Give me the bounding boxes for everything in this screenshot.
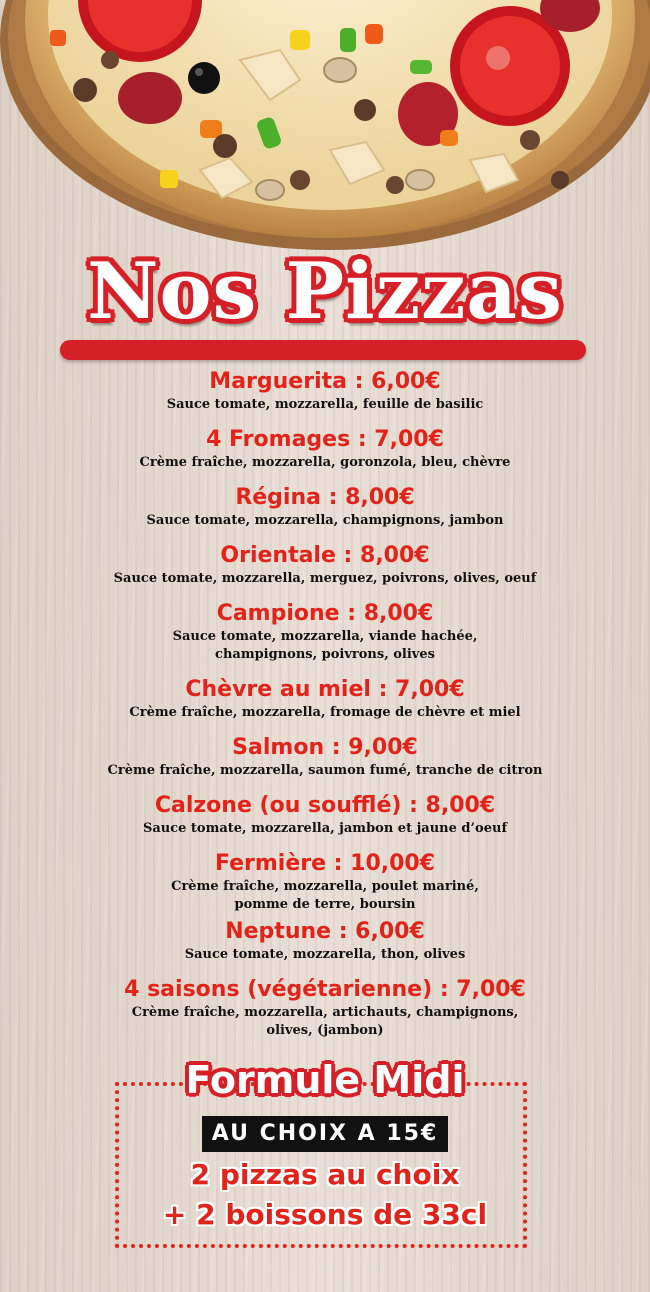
menu-item-description: Sauce tomate, mozzarella, merguez, poivrons, olives, oeuf <box>113 571 537 586</box>
menu-item <box>0 542 650 588</box>
menu-item <box>0 792 650 838</box>
formule-line-drinks: + 2 boissons de 33cl <box>162 1198 488 1231</box>
menu-item <box>0 368 650 414</box>
menu-item-name: Chèvre au miel : 7,00€ <box>185 677 465 702</box>
menu-item-description: Crème fraîche, mozzarella, poulet mariné, pomme de terre, boursin <box>171 879 479 912</box>
menu-item <box>0 918 650 964</box>
menu-item-description: Sauce tomate, mozzarella, feuille de basilic <box>166 397 484 412</box>
menu-item <box>0 850 650 914</box>
menu-item-description: Sauce tomate, mozzarella, jambon et jaune d’oeuf <box>142 821 508 836</box>
menu-item-description: Sauce tomate, mozzarella, viande hachée, champignons, poivrons, olives <box>172 629 478 662</box>
pizza-menu-list <box>0 368 650 1040</box>
formule-title: Formule Midi <box>185 1058 465 1102</box>
pizza-photo <box>0 0 650 250</box>
menu-item-name: Neptune : 6,00€ <box>225 919 425 944</box>
formule-line-pizzas: 2 pizzas au choix <box>190 1158 460 1191</box>
menu-item-description: Crème fraîche, mozzarella, saumon fumé, tranche de citron <box>107 763 543 778</box>
menu-item <box>0 676 650 722</box>
menu-item <box>0 426 650 472</box>
menu-item-description: Sauce tomate, mozzarella, thon, olives <box>184 947 466 962</box>
menu-item-name: 4 saisons (végétarienne) : 7,00€ <box>124 977 526 1002</box>
menu-item-name: Fermière : 10,00€ <box>214 851 436 876</box>
page-title: Nos Pizzas <box>87 246 563 337</box>
menu-item <box>0 734 650 780</box>
menu-item-name: Calzone (ou soufflé) : 8,00€ <box>154 793 496 818</box>
menu-item <box>0 976 650 1040</box>
menu-item-name: Salmon : 9,00€ <box>232 735 418 760</box>
menu-item-description: Crème fraîche, mozzarella, artichauts, champignons, olives, (jambon) <box>131 1005 519 1038</box>
pizza-illustration <box>0 0 650 250</box>
menu-item-name: Régina : 8,00€ <box>235 485 415 510</box>
title-underline <box>60 340 586 360</box>
menu-item-description: Crème fraîche, mozzarella, goronzola, bleu, chèvre <box>139 455 511 470</box>
menu-item-description: Sauce tomate, mozzarella, champignons, jambon <box>146 513 504 528</box>
menu-item <box>0 600 650 664</box>
menu-item-name: Marguerita : 6,00€ <box>209 369 441 394</box>
menu-item-description: Crème fraîche, mozzarella, fromage de chèvre et miel <box>129 705 521 720</box>
formule-badge-row <box>0 1116 650 1152</box>
menu-item-name: Orientale : 8,00€ <box>220 543 430 568</box>
formule-price-badge: AU CHOIX A 15€ <box>202 1116 449 1152</box>
menu-item <box>0 484 650 530</box>
menu-item-name: 4 Fromages : 7,00€ <box>206 427 444 452</box>
menu-item-name: Campione : 8,00€ <box>216 601 434 626</box>
